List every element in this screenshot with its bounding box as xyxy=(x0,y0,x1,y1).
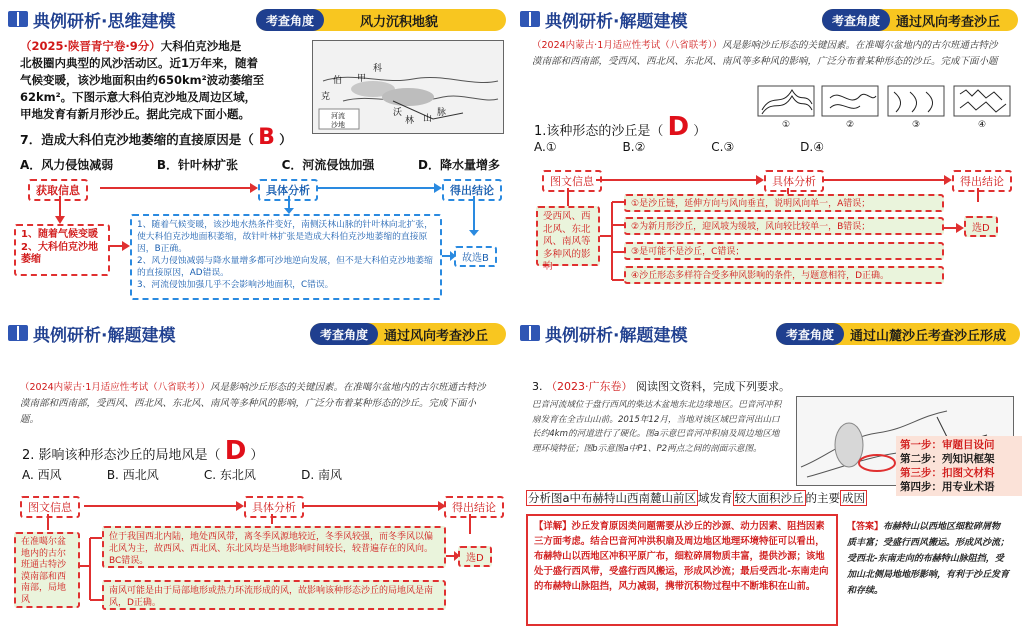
option-b: B．针叶林扩张 xyxy=(156,158,239,172)
panel-title: 典例研析·解题建模 xyxy=(520,322,687,344)
analysis-box: 1、随着气候变暖，该沙地水热条件变好，南侧沃林山脉的针叶林向北扩张，使大科伯克沙地面积萎缩，故针叶林扩张是造成大科伯克沙地萎缩的直接原因，B正确。 2、风力侵蚀减弱与降水量增多都可沙地逆向发展，但不是大科伯克沙地萎缩的直接原因，AD错误。 3、河流侵蚀加强几乎不会影响沙地面积，C错误。 xyxy=(130,214,442,300)
question-head: 3. （2023·广东卷） 阅读图文资料，完成下列要求。 xyxy=(532,380,790,393)
question-stem: 巴音河流域位于盘行西风的柴达木盆地东北边缘地区。巴音河冲积扇发育在全吉山山前。2015年12月，当地对该区域巴音河出山口长约4km的河道进行了硬化。图a示意巴音河冲积扇及周边地区地理环境特征；图b示意图a中P1、P2两点之间的剖面示意图。 xyxy=(532,400,782,454)
panel-header xyxy=(516,4,1022,34)
label-get-info: 图文信息 xyxy=(20,496,80,518)
option-d: D.④ xyxy=(800,140,824,154)
info-box: 受西风、西北风、东北风、南风等多种风的影响 xyxy=(536,206,600,266)
label-analyze: 具体分析 xyxy=(764,170,824,192)
label-get-info: 图文信息 xyxy=(542,170,602,192)
book-icon xyxy=(8,11,28,27)
options-row xyxy=(22,466,342,483)
angle-tag xyxy=(776,323,1020,345)
figure-label: ② xyxy=(846,120,855,130)
answer-mark: B xyxy=(258,125,275,150)
figure-label: ① xyxy=(782,120,791,130)
map-label: 克 xyxy=(321,92,331,102)
panel-wind-deposition xyxy=(4,4,510,314)
map-label: 科 xyxy=(373,64,383,74)
angle-tag-value: 通过风向考查沙丘 xyxy=(896,14,1001,30)
option-c: C．河流侵蚀加强 xyxy=(281,158,375,172)
panel-wind-direction-2 xyxy=(4,318,510,628)
detail-box: 【详解】沙丘发育原因类问题需要从沙丘的沙源、动力因素、阻挡因素三方面考虑。结合巴音河冲洪积扇及周边地区地理环境特征可以看出，布赫特山以西地区冲积平原广布，细粒碎屑物质丰富，提供沙源；该地处于盛行西风带，受盛行西风搬运，形成风沙流；最后受西北-东南走向的布赫特山脉阻挡，风力减弱，携带沉积物过程中不断堆积在山前。 xyxy=(526,514,838,626)
label-analyze: 具体分析 xyxy=(258,179,318,201)
angle-tag-value: 通过风向考查沙丘 xyxy=(384,328,489,344)
info-to-analysis-arrow xyxy=(110,240,130,252)
conclusion-box: 选D xyxy=(458,546,492,567)
dune-figure-svg xyxy=(756,84,1012,118)
map-legend-sand: 沙地 xyxy=(331,121,345,129)
question-7: 7．造成大科伯克沙地萎缩的直接原因是（ B ） xyxy=(20,125,292,150)
angle-tag-key: 考查角度 xyxy=(776,323,844,345)
panel-title: 典例研析·解题建模 xyxy=(8,322,175,344)
label-get-info: 获取信息 xyxy=(28,179,88,201)
info-box: 在准噶尔盆地内的古尔班通古特沙漠南部和西南部，局地风 xyxy=(14,532,80,608)
question-stem: （2024内蒙古·1月适应性考试（八省联考））风是影响沙丘形态的关键因素。在准噶尔盆地内的古尔班通古特沙漠南部和西南部，受西风、西北风、东北风、南风等多种风的影响，广泛分布着某种形态的沙丘。完成下面小题。 xyxy=(20,382,486,425)
sub-question: 分析图a中布赫特山西南麓山前区 域发育 较大面积沙丘 的主要 成因 xyxy=(528,491,866,505)
book-icon xyxy=(520,11,540,27)
panel-piedmont-dunes xyxy=(516,318,1022,628)
steps-panel xyxy=(896,436,1022,496)
map-label: 沃 xyxy=(393,108,403,118)
panel-title: 典例研析·解题建模 xyxy=(520,8,687,30)
figure-label: ③ xyxy=(912,120,921,130)
step-3: 第三步：扣图文材料 xyxy=(900,467,995,479)
panel-wind-direction-1 xyxy=(516,4,1022,314)
option-a: A．风力侵蚀减弱 xyxy=(20,158,114,172)
dune-figure xyxy=(756,84,1012,130)
book-icon xyxy=(8,325,28,341)
map-label: 伯 xyxy=(333,76,343,86)
angle-tag xyxy=(822,9,1018,31)
options-row xyxy=(20,156,500,173)
answer-mark: D xyxy=(224,436,247,466)
panel-title: 典例研析·思维建模 xyxy=(8,8,175,30)
question-stem: （2024内蒙古·1月适应性考试（八省联考））风是影响沙丘形态的关键因素。在准噶尔盆地内的古尔班通古特沙漠南部和西南部，受西风、西北风、东北风、南风等多种风的影响，广泛分布着某种形态的沙丘。完成下面小题 xyxy=(532,40,998,67)
map-legend-river: 河流 xyxy=(331,112,345,120)
label-conclude: 得出结论 xyxy=(442,179,502,201)
analysis-item-4: ④沙丘形态多样符合受多种风影响的条件，与题意相符，D正确。 xyxy=(624,266,944,284)
step-2: 第二步：列知识框架 xyxy=(900,453,995,465)
analysis-item-1: ①是沙丘链，延伸方向与风向垂直，说明风向单一，A错误； xyxy=(624,194,944,212)
analysis-to-conclusion-arrow xyxy=(944,222,964,234)
map-label: 甲 xyxy=(357,74,367,84)
analysis-item-1: 位于我国西北内陆，地处西风带，离冬季风源地较近，冬季风较强，而冬季风以偏北风为主，故西风、西北风、东北风均是当地影响时间较长，较普遍存在的风向。BC错误。 xyxy=(102,526,446,568)
angle-tag-key: 考查角度 xyxy=(310,323,378,345)
info-box: 1、随着气候变暖 2、大科伯克沙地萎缩 xyxy=(14,224,110,276)
analysis-item-2: ②为新月形沙丘，迎风坡为缓坡，风向较比较单一，B错误； xyxy=(624,217,944,235)
question-stem: （2025·陕晋青宁卷·9分）大科伯克沙地是 北极圈内典型的风沙活动区。近1万年来，随着 气候变暖，该沙地面积由约650km²波动萎缩至 62km²。下图示意大科伯克沙地及周边区域， 甲地发育有新月形沙丘。据此完成下面小题。 xyxy=(20,39,265,121)
option-d: D．降水量增多 xyxy=(418,158,500,172)
answer-box: 【答案】布赫特山以西地区细粒碎屑物质丰富；受盛行西风搬运。形成风沙流；受西北-东南走向的布赫特山脉阻挡，受加山北侧局地地形影响，有利于沙丘发育和存续。 xyxy=(847,522,1010,596)
step-1: 第一步：审题目设问 xyxy=(900,439,995,451)
conclusion-box: 选D xyxy=(964,216,998,237)
question-2: 2. 影响该种形态沙丘的局地风是（ D ） xyxy=(22,436,264,466)
option-c: C. 东北风 xyxy=(203,468,256,482)
angle-tag-value: 通过山麓沙丘考查沙丘形成 xyxy=(850,328,1007,344)
figure-label: ④ xyxy=(978,120,987,130)
label-analyze: 具体分析 xyxy=(244,496,304,518)
option-b: B. 西北风 xyxy=(106,468,159,482)
option-b: B.② xyxy=(622,140,646,154)
map-label: 脉 xyxy=(437,108,447,118)
panel-header xyxy=(516,318,1022,348)
panel-header xyxy=(4,4,510,34)
analysis-item-2: 南风可能是由于局部地形或热力环流形成的风，故影响该种形态沙丘的局地风是南风，D正确。 xyxy=(102,580,446,610)
conclusion-box: 故选B xyxy=(454,246,497,267)
label-conclude: 得出结论 xyxy=(444,496,504,518)
analysis-item-3: ③是可能不是沙丘，C错误； xyxy=(624,242,944,260)
answer-mark: D xyxy=(667,112,690,142)
option-c: C.③ xyxy=(711,140,735,154)
options-row xyxy=(534,140,824,154)
angle-tag xyxy=(256,9,506,31)
option-a: A. 西风 xyxy=(22,468,62,482)
option-a: A.① xyxy=(534,140,557,154)
region-map xyxy=(312,40,504,134)
panel-header xyxy=(4,318,510,348)
option-d: D. 南风 xyxy=(301,468,342,482)
map-label: 林 xyxy=(405,116,415,126)
angle-tag-value: 风力沉积地貌 xyxy=(360,14,439,30)
step-4: 第四步：用专业术语 xyxy=(900,481,995,493)
book-icon xyxy=(520,325,540,341)
angle-tag-key: 考查角度 xyxy=(256,9,324,31)
angle-tag-key: 考查角度 xyxy=(822,9,890,31)
question-1: 1.该种形态的沙丘是（ D ） xyxy=(534,112,707,142)
label-conclude: 得出结论 xyxy=(952,170,1012,192)
map-label: 山 xyxy=(423,114,433,124)
angle-tag xyxy=(310,323,506,345)
